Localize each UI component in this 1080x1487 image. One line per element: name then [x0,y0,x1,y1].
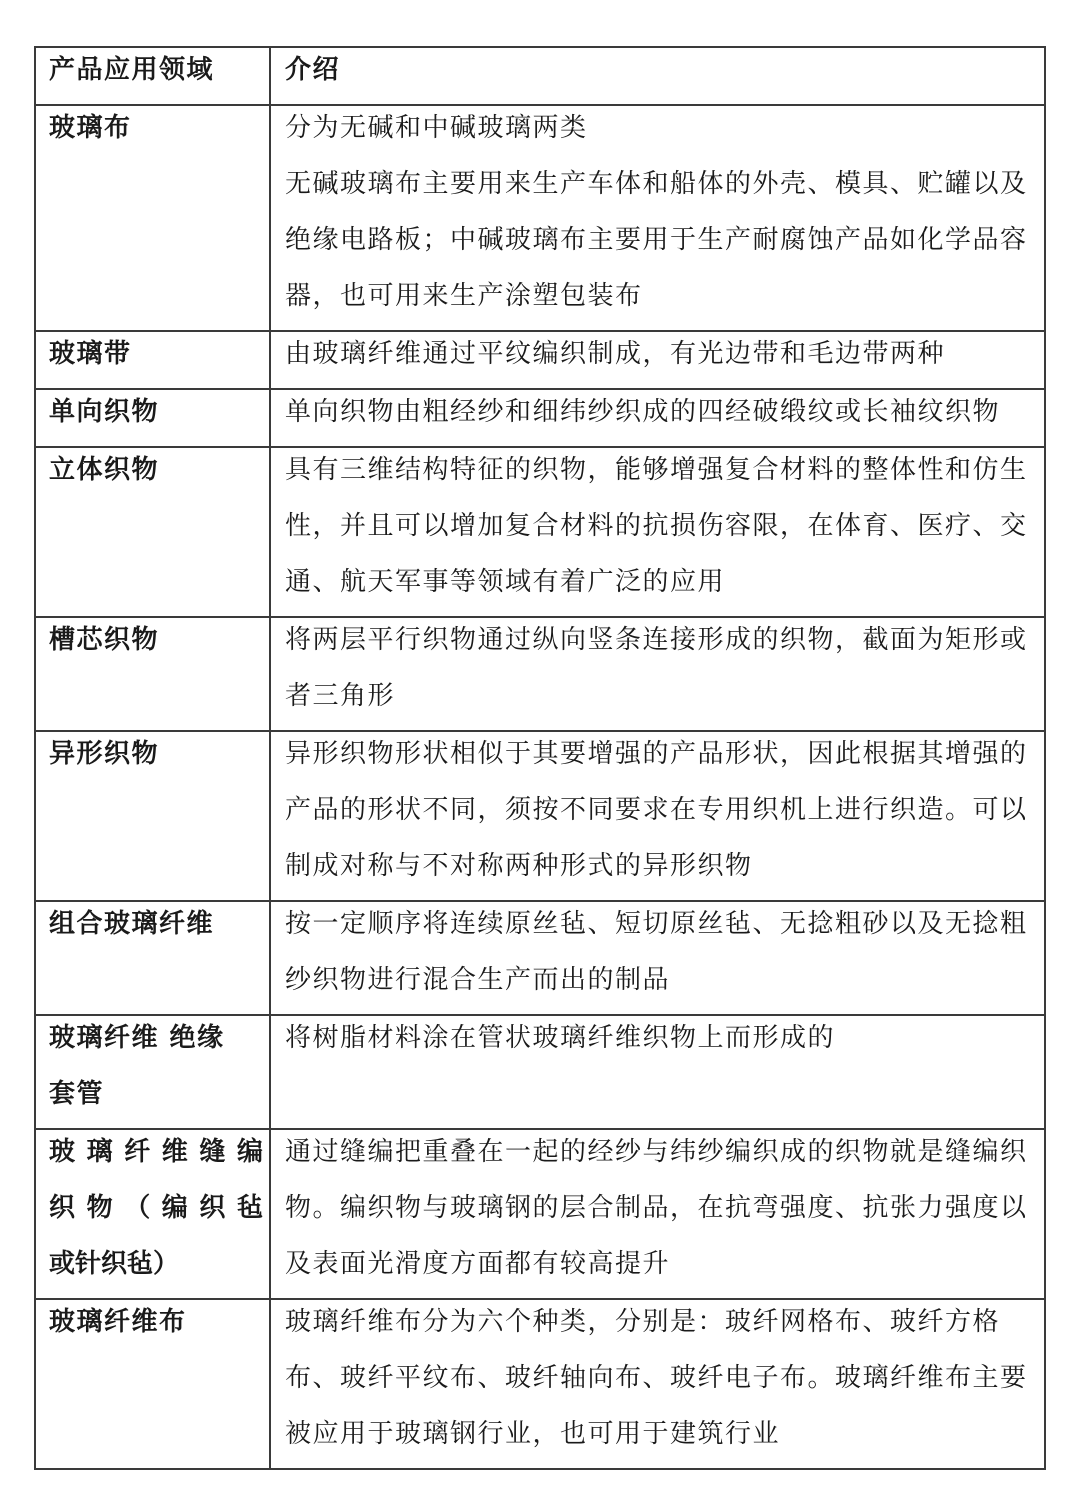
description-line: 按一定顺序将连续原丝毡、短切原丝毡、无捻粗砂以及无捻粗 [285,909,1028,939]
field-name: 单向织物 [49,397,160,427]
description-line: 产品的形状不同，须按不同要求在专用织机上进行织造。可以 [285,795,1028,825]
field-name: 异形织物 [49,739,160,769]
field-cell [35,901,270,1015]
field-name: 套管 [49,1079,105,1109]
table-row [35,105,1045,331]
description-line: 无碱玻璃布主要用来生产车体和船体的外壳、模具、贮罐以及 [285,169,1028,199]
field-cell [35,1129,270,1299]
description-line: 分为无碱和中碱玻璃两类 [285,113,588,143]
description-line: 将树脂材料涂在管状玻璃纤维织物上而形成的 [285,1023,836,1053]
field-cell [35,617,270,731]
description-line: 制成对称与不对称两种形式的异形织物 [285,851,753,881]
description-line: 将两层平行织物通过纵向竖条连接形成的织物，截面为矩形或 [285,625,1028,655]
field-cell [35,447,270,617]
field-cell [35,1015,270,1129]
field-name: 织物（编织毡 [49,1193,263,1223]
description-cell [270,1129,1045,1299]
table-row [35,447,1045,617]
description-line: 具有三维结构特征的织物，能够增强复合材料的整体性和仿生 [285,455,1028,485]
description-line: 纱织物进行混合生产而出的制品 [285,965,671,995]
field-cell [35,105,270,331]
description-line: 布、玻纤平纹布、玻纤轴向布、玻纤电子布。玻璃纤维布主要 [285,1363,1028,1393]
description-line: 通过缝编把重叠在一起的经纱与纬纱编织成的织物就是缝编织 [285,1137,1028,1167]
description-line: 玻璃纤维布分为六个种类，分别是：玻纤网格布、玻纤方格 [285,1307,1001,1337]
table-row [35,331,1045,389]
field-cell [35,731,270,901]
field-name: 玻璃纤维缝编 [49,1137,263,1167]
description-line: 单向织物由粗经纱和细纬纱织成的四经破缎纹或长袖纹织物 [285,397,1001,427]
description-cell [270,1299,1045,1469]
description-cell [270,389,1045,447]
description-cell [270,331,1045,389]
description-line: 异形织物形状相似于其要增强的产品形状，因此根据其增强的 [285,739,1028,769]
table-header-row [35,47,1045,105]
description-line: 器，也可用来生产涂塑包装布 [285,281,643,311]
table-row [35,617,1045,731]
field-cell [35,1299,270,1469]
product-application-table [34,46,1046,1470]
field-cell [35,331,270,389]
field-name: 玻璃布 [49,113,132,143]
field-name: 玻璃纤维 绝缘 [49,1023,225,1053]
header-field-cell [35,47,270,105]
table-row [35,901,1045,1015]
table-row [35,1129,1045,1299]
description-line: 绝缘电路板；中碱玻璃布主要用于生产耐腐蚀产品如化学品容 [285,225,1028,255]
field-name: 或针织毡） [49,1249,180,1279]
table-row [35,1015,1045,1129]
field-name: 组合玻璃纤维 [49,909,215,939]
field-cell [35,389,270,447]
description-cell [270,901,1045,1015]
field-name: 槽芯织物 [49,625,160,655]
description-line: 由玻璃纤维通过平纹编织制成，有光边带和毛边带两种 [285,339,946,369]
table-row [35,1299,1045,1469]
header-description-cell [270,47,1045,105]
description-cell [270,617,1045,731]
description-cell [270,447,1045,617]
description-cell [270,731,1045,901]
description-line: 性，并且可以增加复合材料的抗损伤容限，在体育、医疗、交 [285,511,1028,541]
table-row [35,389,1045,447]
description-line: 被应用于玻璃钢行业，也可用于建筑行业 [285,1419,781,1449]
field-name: 玻璃带 [49,339,132,369]
description-cell [270,105,1045,331]
description-line: 通、航天军事等领域有着广泛的应用 [285,567,726,597]
field-name: 玻璃纤维布 [49,1307,187,1337]
header-description-label: 介绍 [285,55,341,85]
header-field-label: 产品应用领域 [49,55,215,85]
description-line: 者三角形 [285,681,396,711]
description-line: 及表面光滑度方面都有较高提升 [285,1249,671,1279]
field-name: 立体织物 [49,455,160,485]
description-cell [270,1015,1045,1129]
table-row [35,731,1045,901]
description-line: 物。编织物与玻璃钢的层合制品，在抗弯强度、抗张力强度以 [285,1193,1028,1223]
